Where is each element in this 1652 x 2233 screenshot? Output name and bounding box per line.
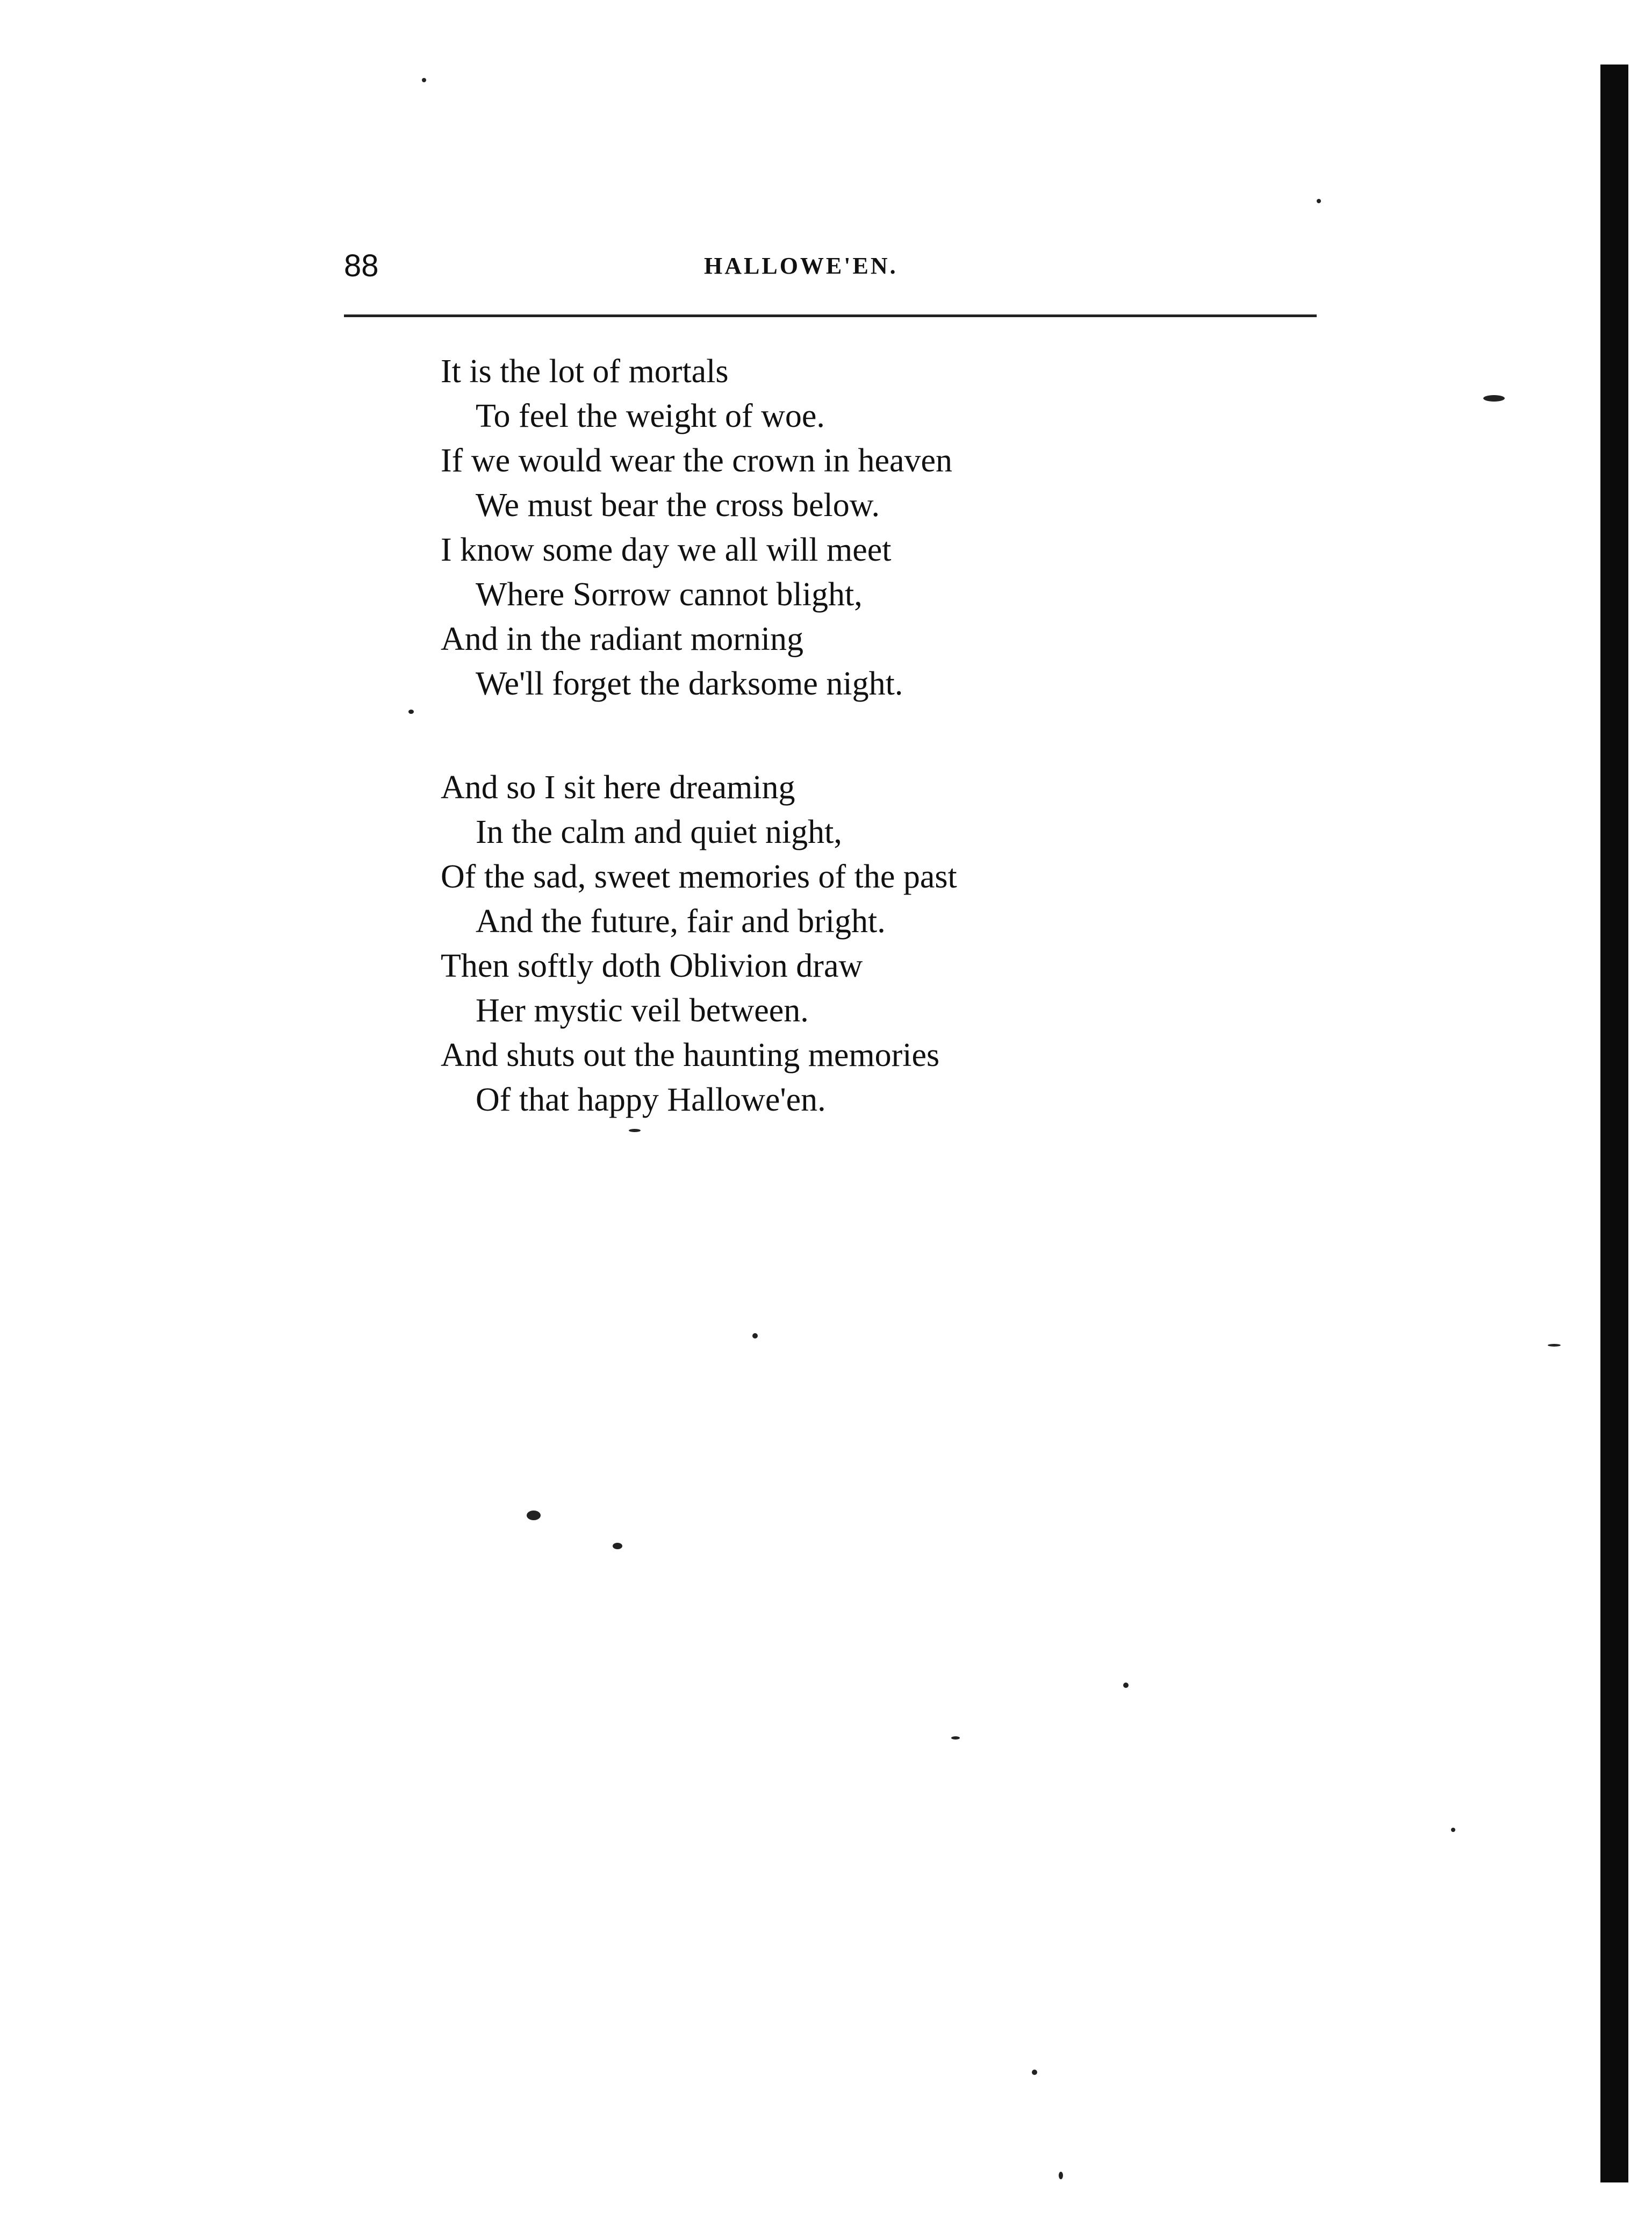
scan-speck <box>1123 1683 1129 1688</box>
poem-line: If we would wear the crown in heaven <box>441 442 953 479</box>
scan-speck <box>1483 395 1505 402</box>
scan-speck <box>1059 2172 1063 2179</box>
scan-edge-shadow <box>1600 65 1628 2182</box>
poem-line: I know some day we all will meet <box>441 532 892 568</box>
stanza-1 <box>441 349 1247 706</box>
poem-line: We'll forget the darksome night. <box>476 665 903 702</box>
poem-line: It is the lot of mortals <box>441 353 729 390</box>
poem-line: And shuts out the haunting memories <box>441 1037 940 1073</box>
poem-line: We must bear the cross below. <box>476 487 880 524</box>
poem-line: To feel the weight of woe. <box>476 398 825 434</box>
header-rule <box>344 314 1317 317</box>
poem-line: Of the sad, sweet memories of the past <box>441 858 957 895</box>
poem <box>441 349 1247 1182</box>
page-header <box>344 245 1317 288</box>
scan-speck <box>408 710 414 714</box>
scan-speck <box>1032 2070 1037 2075</box>
stanza-2 <box>441 765 1247 1122</box>
scan-speck <box>951 1736 960 1740</box>
poem-line: Of that happy Hallowe'en. <box>476 1082 826 1118</box>
poem-line: And in the radiant morning <box>441 621 803 657</box>
scan-speck <box>752 1333 758 1339</box>
running-head: HALLOWE'EN. <box>704 253 898 279</box>
poem-line: Then softly doth Oblivion draw <box>441 948 863 984</box>
scan-speck <box>613 1543 622 1549</box>
scan-speck <box>527 1511 541 1520</box>
scan-speck <box>1548 1344 1561 1347</box>
scan-speck <box>422 78 426 82</box>
poem-line: And so I sit here dreaming <box>441 769 795 806</box>
poem-line: Her mystic veil between. <box>476 992 809 1029</box>
poem-line: And the future, fair and bright. <box>476 903 886 940</box>
scan-speck <box>1451 1828 1455 1832</box>
scan-speck <box>629 1129 641 1132</box>
poem-line: Where Sorrow cannot blight, <box>476 576 863 613</box>
poem-line: In the calm and quiet night, <box>476 814 842 850</box>
scan-speck <box>1317 199 1321 203</box>
page-number: 88 <box>344 248 379 283</box>
